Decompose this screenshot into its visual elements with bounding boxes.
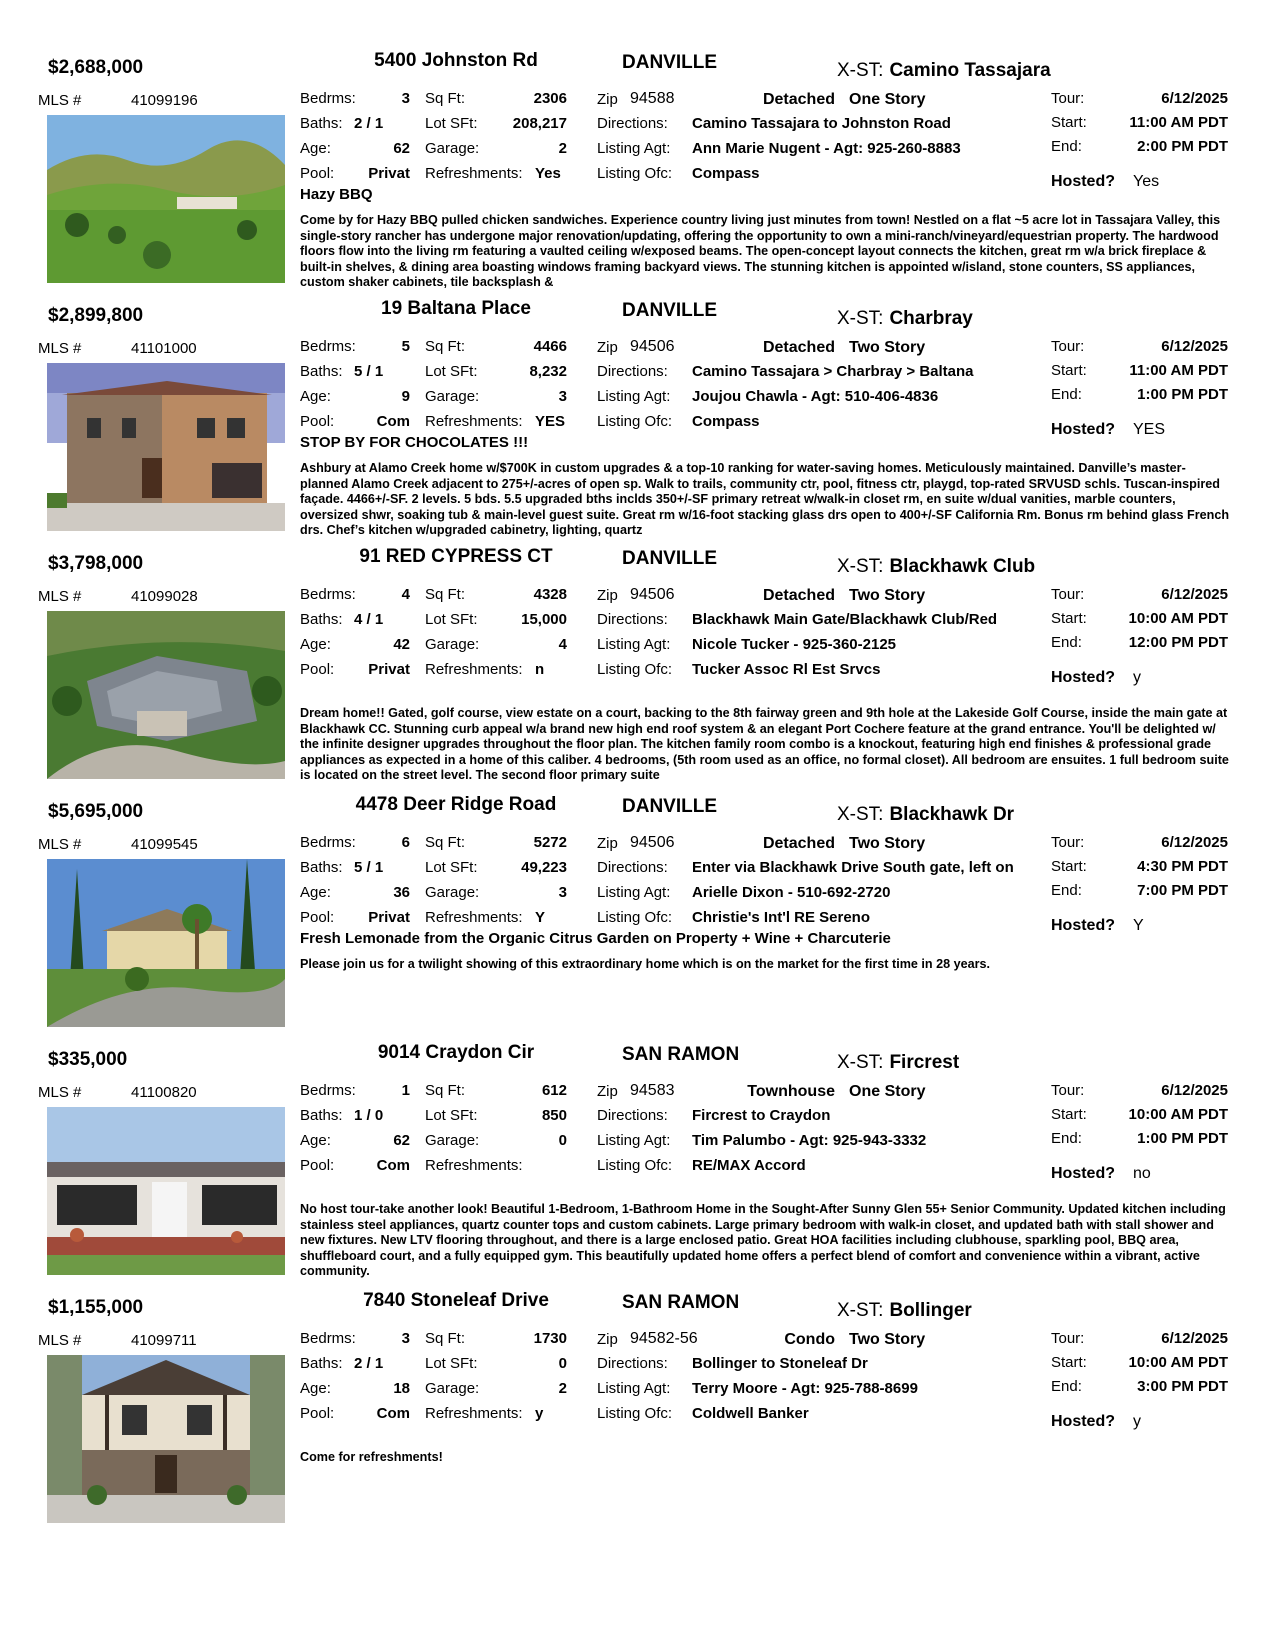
- mls-label: MLS #: [38, 1332, 82, 1349]
- mls-number: 41100820: [131, 1084, 197, 1101]
- start-label: Start:: [1051, 1106, 1087, 1123]
- mls-number: 41099711: [131, 1332, 197, 1349]
- end-time: 1:00 PM PDT: [1137, 1130, 1228, 1147]
- mls-label: MLS #: [38, 1084, 82, 1101]
- listing-price: $5,695,000: [48, 801, 144, 822]
- start-time: 10:00 AM PDT: [1128, 1354, 1228, 1371]
- tour-date: 6/12/2025: [1161, 1330, 1228, 1347]
- mls-number: 41099196: [131, 92, 198, 109]
- garage-value: 0: [558, 1132, 567, 1149]
- age-value: 18: [393, 1380, 410, 1397]
- listing-office-value: Christie's Int'l RE Sereno: [692, 909, 871, 926]
- listing-address: 91 RED CYPRESS CT: [359, 546, 553, 567]
- cross-street-label: X-ST:: [837, 308, 884, 329]
- refreshments-label: Refreshments:: [425, 1157, 523, 1174]
- listing-price: $3,798,000: [48, 553, 144, 574]
- listing: [0, 1285, 1275, 1545]
- bedrms-value: 6: [401, 834, 410, 851]
- cross-street-label: X-ST:: [837, 60, 884, 81]
- bedrms-label: Bedrms:: [300, 1330, 356, 1347]
- tour-label: Tour:: [1051, 1082, 1085, 1099]
- listing-address: 5400 Johnston Rd: [374, 50, 538, 71]
- age-label: Age:: [300, 884, 331, 901]
- sqft-label: Sq Ft:: [425, 1330, 466, 1347]
- zip-label: Zip: [597, 587, 618, 604]
- refreshments-label: Refreshments:: [425, 165, 523, 182]
- bedrms-label: Bedrms:: [300, 586, 356, 603]
- property-stories: One Story: [849, 91, 926, 108]
- baths-label: Baths:: [300, 115, 343, 132]
- start-label: Start:: [1051, 610, 1087, 627]
- age-value: 36: [393, 884, 410, 901]
- directions-label: Directions:: [597, 115, 668, 132]
- cross-street: [837, 60, 1051, 82]
- sqft-value: 4328: [533, 586, 567, 603]
- hosted-value: Y: [1133, 917, 1144, 934]
- end-label: End:: [1051, 138, 1082, 155]
- directions-value: Bollinger to Stoneleaf Dr: [692, 1355, 868, 1372]
- garage-value: 3: [558, 388, 567, 405]
- zip-value: 94506: [630, 338, 675, 355]
- bedrms-value: 1: [401, 1082, 410, 1099]
- mls-label: MLS #: [38, 588, 82, 605]
- lotsft-label: Lot SFt:: [425, 363, 478, 380]
- listing-office-value: Compass: [692, 413, 760, 430]
- age-label: Age:: [300, 388, 331, 405]
- baths-value: 2 / 1: [354, 115, 384, 132]
- listing-agent-label: Listing Agt:: [597, 388, 671, 405]
- end-time: 2:00 PM PDT: [1137, 138, 1228, 155]
- refreshments-value: YES: [535, 413, 566, 430]
- age-label: Age:: [300, 140, 331, 157]
- tour-label: Tour:: [1051, 338, 1085, 355]
- tour-date: 6/12/2025: [1161, 1082, 1228, 1099]
- bedrms-label: Bedrms:: [300, 90, 356, 107]
- bedrms-label: Bedrms:: [300, 834, 356, 851]
- start-time: 10:00 AM PDT: [1128, 1106, 1228, 1123]
- bedrms-label: Bedrms:: [300, 1082, 356, 1099]
- mls-label: MLS #: [38, 340, 82, 357]
- baths-label: Baths:: [300, 363, 343, 380]
- listing-address: 4478 Deer Ridge Road: [355, 794, 557, 815]
- tour-date: 6/12/2025: [1161, 586, 1228, 603]
- lotsft-value: 15,000: [521, 611, 567, 628]
- baths-value: 5 / 1: [354, 859, 384, 876]
- listing-description: Come by for Hazy BBQ pulled chicken sandwiches. Experience country living just minutes from town! Nestled on a flat ~5 acre lot in Tassajara Valley, this single-story rancher has undergone major renovation/updating, offering the opportunity to own a mini-ranch/vineyard/equestrian property. The hardwood floors flow into the living rm featuring a vaulted ceiling w/exposed beams. The open-concept layout connects the kitchen, great rm w/a brick fireplace & built-in shelves, & dining area boasting windows framing backyard views. The stunning kitchen is appointed w/island, stone counters, SS appliances, custom shaker cabinets, tile backsplash &: [300, 213, 1221, 290]
- listing-headline: Hazy BBQ: [300, 186, 373, 203]
- listing-price: $1,155,000: [48, 1297, 144, 1318]
- bedrms-value: 3: [401, 90, 410, 107]
- sqft-label: Sq Ft:: [425, 586, 466, 603]
- end-time: 3:00 PM PDT: [1137, 1378, 1228, 1395]
- age-label: Age:: [300, 1380, 331, 1397]
- hosted-value: YES: [1133, 421, 1166, 438]
- sqft-label: Sq Ft:: [425, 90, 466, 107]
- zip-label: Zip: [597, 1331, 618, 1348]
- cross-street-value: Camino Tassajara: [889, 60, 1051, 81]
- property-type: Detached: [762, 587, 835, 604]
- pool-label: Pool:: [300, 1157, 335, 1174]
- listing: [0, 789, 1275, 1049]
- cross-street: [837, 308, 973, 330]
- property-type: Detached: [762, 835, 835, 852]
- directions-label: Directions:: [597, 363, 668, 380]
- lotsft-value: 8,232: [529, 363, 567, 380]
- lotsft-label: Lot SFt:: [425, 859, 478, 876]
- bedrms-value: 3: [401, 1330, 410, 1347]
- townhouse-photo: [47, 1107, 285, 1275]
- refreshments-label: Refreshments:: [425, 413, 523, 430]
- pool-label: Pool:: [300, 909, 335, 926]
- cross-street: [837, 804, 1014, 826]
- garage-label: Garage:: [425, 140, 480, 157]
- age-value: 42: [393, 636, 410, 653]
- property-type: Condo: [784, 1331, 835, 1348]
- listing-agent-value: Nicole Tucker - 925-360-2125: [692, 636, 897, 653]
- zip-value: 94583: [630, 1082, 675, 1099]
- zip-value: 94506: [630, 586, 675, 603]
- listing-agent-value: Arielle Dixon - 510-692-2720: [692, 884, 891, 901]
- tour-label: Tour:: [1051, 834, 1085, 851]
- listing-office-value: Coldwell Banker: [692, 1405, 809, 1422]
- garage-label: Garage:: [425, 636, 480, 653]
- start-time: 11:00 AM PDT: [1129, 114, 1228, 131]
- garage-label: Garage:: [425, 1380, 480, 1397]
- pool-value: Privat: [368, 165, 410, 182]
- property-stories: One Story: [849, 1083, 926, 1100]
- baths-value: 2 / 1: [354, 1355, 384, 1372]
- cross-street-value: Fircrest: [889, 1052, 960, 1073]
- tour-label: Tour:: [1051, 90, 1085, 107]
- property-type: Detached: [762, 339, 835, 356]
- pool-label: Pool:: [300, 1405, 335, 1422]
- sqft-label: Sq Ft:: [425, 1082, 466, 1099]
- directions-label: Directions:: [597, 1107, 668, 1124]
- listing-agent-value: Terry Moore - Agt: 925-788-8699: [692, 1380, 918, 1397]
- listing-description: Come for refreshments!: [300, 1450, 443, 1464]
- refreshments-label: Refreshments:: [425, 1405, 523, 1422]
- hosted-label: Hosted?: [1051, 173, 1115, 190]
- baths-label: Baths:: [300, 1107, 343, 1124]
- listing-address: 7840 Stoneleaf Drive: [363, 1290, 549, 1311]
- listing: [0, 541, 1275, 801]
- age-label: Age:: [300, 1132, 331, 1149]
- refreshments-value: Yes: [535, 165, 561, 182]
- pool-label: Pool:: [300, 413, 335, 430]
- listing: [0, 1037, 1275, 1297]
- listing-city: DANVILLE: [622, 300, 717, 321]
- refreshments-label: Refreshments:: [425, 661, 523, 678]
- refreshments-label: Refreshments:: [425, 909, 523, 926]
- directions-label: Directions:: [597, 859, 668, 876]
- directions-value: Blackhawk Main Gate/Blackhawk Club/Red: [692, 611, 998, 628]
- age-label: Age:: [300, 636, 331, 653]
- directions-label: Directions:: [597, 1355, 668, 1372]
- listing: [0, 45, 1275, 305]
- refreshments-value: y: [535, 1405, 544, 1422]
- cross-street-value: Blackhawk Dr: [889, 804, 1015, 825]
- pool-value: Privat: [368, 661, 410, 678]
- pool-label: Pool:: [300, 661, 335, 678]
- mls-label: MLS #: [38, 836, 82, 853]
- refreshments-value: Y: [535, 909, 546, 926]
- lotsft-value: 49,223: [521, 859, 567, 876]
- listing-office-label: Listing Ofc:: [597, 413, 673, 430]
- garage-value: 2: [558, 140, 567, 157]
- listing-agent-label: Listing Agt:: [597, 636, 671, 653]
- sqft-value: 2306: [533, 90, 567, 107]
- zip-label: Zip: [597, 339, 618, 356]
- listing-description: Dream home!! Gated, golf course, view estate on a court, backing to the 8th fairway green and 9th hole at the Lakeside Golf Course, inside the main gate at Blackhawk CC. Stunning curb appeal w/a brand new high end roof system & an elegant Port Cochere feature at the grand entrance. You'll be delighted w/ the infinite designer upgrades throughout the floor plan. The kitchen family room combo is a knockout, featuring high end finishes & professional grade appliances as expected in a home of this caliber. 4 bedrooms, (5th room used as an office, no formal closet). All bedroom are ensuites. 1 full bedroom suite is located on the street level. The second floor primary suite: [300, 706, 1229, 783]
- end-time: 7:00 PM PDT: [1137, 882, 1228, 899]
- listing-office-label: Listing Ofc:: [597, 1405, 673, 1422]
- listing-office-label: Listing Ofc:: [597, 165, 673, 182]
- listing-description: Ashbury at Alamo Creek home w/$700K in custom upgrades & a top-10 ranking for water-saving homes. Meticulously maintained. Danville’s master-planned Alamo Creek adjacent to 275+/-acres of open sp. Walk to trails, community ctr, pool, fitness ctr, playgd, top-rated SRVUSD schls. Tuscan-inspired façade. 4466+/-SF. 2 levels. 5 bds. 5.5 upgraded bths inclds 350+/-SF primary retreat w/walk-in closet rm, en suite w/dual vanities, marble counters, oversized shwr, soaking tub & main-level guest suite. Great rm w/16-foot stacking glass drs open to 400+/-SF California Rm. Bonus rm behind glass French drs. Chef’s kitchen w/upgraded cabinetry, lighting, quartz: [300, 461, 1230, 538]
- cross-street-value: Bollinger: [889, 1300, 972, 1321]
- listing-description: No host tour-take another look! Beautiful 1-Bedroom, 1-Bathroom Home in the Sought-After Sunny Glen 55+ Senior Community. Updated kitchen including stainless steel appliances, quartz counter tops and custom cabinets. Large primary bedroom with walk-in closet, and updated bath with stall shower and new fixtures. New LTV flooring throughout, and there is a large enclosed patio. Great HOA facilities including clubhouse, sparkling pool, BBQ area, shuffleboard court, and a fully equipped gym. This beautifully updated home offers a perfect blend of comfort and convenience within a vibrant, active community.: [300, 1202, 1226, 1279]
- zip-value: 94582-56: [630, 1330, 698, 1347]
- start-time: 11:00 AM PDT: [1129, 362, 1228, 379]
- zip-label: Zip: [597, 835, 618, 852]
- end-label: End:: [1051, 1378, 1082, 1395]
- end-label: End:: [1051, 634, 1082, 651]
- garage-value: 2: [558, 1380, 567, 1397]
- lotsft-label: Lot SFt:: [425, 1355, 478, 1372]
- property-type: Detached: [762, 91, 835, 108]
- start-label: Start:: [1051, 114, 1087, 131]
- sqft-label: Sq Ft:: [425, 834, 466, 851]
- end-label: End:: [1051, 1130, 1082, 1147]
- zip-label: Zip: [597, 91, 618, 108]
- tour-date: 6/12/2025: [1161, 338, 1228, 355]
- property-stories: Two Story: [849, 339, 926, 356]
- mls-label: MLS #: [38, 92, 82, 109]
- baths-value: 4 / 1: [354, 611, 384, 628]
- hosted-label: Hosted?: [1051, 669, 1115, 686]
- bedrms-value: 5: [401, 338, 410, 355]
- listing-office-label: Listing Ofc:: [597, 909, 673, 926]
- listing-city: DANVILLE: [622, 548, 717, 569]
- tuscan-house-photo: [47, 363, 285, 531]
- hosted-label: Hosted?: [1051, 1413, 1115, 1430]
- field-photo: [47, 115, 285, 283]
- listing-city: DANVILLE: [622, 52, 717, 73]
- hosted-value: y: [1133, 1413, 1141, 1430]
- lotsft-label: Lot SFt:: [425, 115, 478, 132]
- hosted-value: y: [1133, 669, 1141, 686]
- tour-date: 6/12/2025: [1161, 834, 1228, 851]
- listing-agent-label: Listing Agt:: [597, 884, 671, 901]
- listing-agent-value: Ann Marie Nugent - Agt: 925-260-8883: [692, 140, 961, 157]
- cross-street: [837, 1052, 959, 1074]
- baths-label: Baths:: [300, 611, 343, 628]
- listing-city: SAN RAMON: [622, 1044, 740, 1065]
- listing-office-value: Tucker Assoc Rl Est Srvcs: [692, 661, 881, 678]
- listing-price: $2,899,800: [48, 305, 144, 326]
- bedrms-value: 4: [401, 586, 410, 603]
- pool-value: Com: [376, 1157, 410, 1174]
- tour-label: Tour:: [1051, 1330, 1085, 1347]
- end-time: 1:00 PM PDT: [1137, 386, 1228, 403]
- start-time: 10:00 AM PDT: [1128, 610, 1228, 627]
- baths-value: 5 / 1: [354, 363, 384, 380]
- hosted-label: Hosted?: [1051, 1165, 1115, 1182]
- hosted-label: Hosted?: [1051, 917, 1115, 934]
- listing-headline: Fresh Lemonade from the Organic Citrus Garden on Property + Wine + Charcuterie: [300, 930, 891, 947]
- aerial-estate-photo: [47, 611, 285, 779]
- tour-label: Tour:: [1051, 586, 1085, 603]
- listing-agent-label: Listing Agt:: [597, 1132, 671, 1149]
- garage-value: 3: [558, 884, 567, 901]
- pool-label: Pool:: [300, 165, 335, 182]
- cross-street-value: Blackhawk Club: [889, 556, 1036, 577]
- pool-value: Privat: [368, 909, 410, 926]
- listing-address: 9014 Craydon Cir: [377, 1042, 535, 1063]
- garage-label: Garage:: [425, 388, 480, 405]
- directions-value: Camino Tassajara > Charbray > Baltana: [692, 363, 974, 380]
- sqft-label: Sq Ft:: [425, 338, 466, 355]
- pool-value: Com: [376, 1405, 410, 1422]
- garage-label: Garage:: [425, 884, 480, 901]
- lotsft-label: Lot SFt:: [425, 1107, 478, 1124]
- listing-office-label: Listing Ofc:: [597, 1157, 673, 1174]
- mls-number: 41099028: [131, 588, 198, 605]
- age-value: 62: [393, 140, 410, 157]
- sqft-value: 1730: [533, 1330, 567, 1347]
- property-type: Townhouse: [747, 1083, 835, 1100]
- bedrms-label: Bedrms:: [300, 338, 356, 355]
- cross-street: [837, 556, 1035, 578]
- zip-value: 94588: [630, 90, 675, 107]
- zip-value: 94506: [630, 834, 675, 851]
- listing-price: $335,000: [48, 1049, 128, 1070]
- directions-value: Fircrest to Craydon: [692, 1107, 831, 1124]
- age-value: 62: [393, 1132, 410, 1149]
- listing-agent-value: Joujou Chawla - Agt: 510-406-4836: [692, 388, 939, 405]
- start-label: Start:: [1051, 362, 1087, 379]
- cross-street-value: Charbray: [889, 308, 973, 329]
- listing-city: DANVILLE: [622, 796, 717, 817]
- cross-street-label: X-ST:: [837, 556, 884, 577]
- age-value: 9: [401, 388, 410, 405]
- directions-value: Camino Tassajara to Johnston Road: [692, 115, 951, 132]
- cross-street-label: X-ST:: [837, 804, 884, 825]
- lotsft-value: 208,217: [512, 115, 567, 132]
- listing-agent-value: Tim Palumbo - Agt: 925-943-3332: [692, 1132, 927, 1149]
- listing-office-value: Compass: [692, 165, 760, 182]
- cross-street-label: X-ST:: [837, 1300, 884, 1321]
- start-label: Start:: [1051, 1354, 1087, 1371]
- listing-description: Please join us for a twilight showing of this extraordinary home which is on the market for the first time in 28 years.: [300, 957, 991, 971]
- baths-value: 1 / 0: [354, 1107, 384, 1124]
- start-label: Start:: [1051, 858, 1087, 875]
- listing-city: SAN RAMON: [622, 1292, 740, 1313]
- refreshments-value: n: [535, 661, 545, 678]
- palm-estate-photo: [47, 859, 285, 1027]
- tudor-condo-photo: [47, 1355, 285, 1523]
- garage-label: Garage:: [425, 1132, 480, 1149]
- property-stories: Two Story: [849, 587, 926, 604]
- listing-address: 19 Baltana Place: [381, 298, 531, 319]
- property-stories: Two Story: [849, 1331, 926, 1348]
- sqft-value: 612: [541, 1082, 567, 1099]
- hosted-value: no: [1133, 1165, 1151, 1182]
- start-time: 4:30 PM PDT: [1137, 858, 1228, 875]
- cross-street-label: X-ST:: [837, 1052, 884, 1073]
- lotsft-label: Lot SFt:: [425, 611, 478, 628]
- listing-price: $2,688,000: [48, 57, 144, 78]
- end-time: 12:00 PM PDT: [1128, 634, 1228, 651]
- listing: [0, 293, 1275, 553]
- pool-value: Com: [376, 413, 410, 430]
- listing-agent-label: Listing Agt:: [597, 140, 671, 157]
- lotsft-value: 0: [558, 1355, 567, 1372]
- mls-number: 41101000: [131, 340, 197, 357]
- garage-value: 4: [558, 636, 567, 653]
- lotsft-value: 850: [541, 1107, 567, 1124]
- hosted-label: Hosted?: [1051, 421, 1115, 438]
- listing-agent-label: Listing Agt:: [597, 1380, 671, 1397]
- end-label: End:: [1051, 386, 1082, 403]
- zip-label: Zip: [597, 1083, 618, 1100]
- cross-street: [837, 1300, 972, 1322]
- directions-value: Enter via Blackhawk Drive South gate, left on: [692, 859, 1014, 876]
- mls-number: 41099545: [131, 836, 198, 853]
- hosted-value: Yes: [1133, 173, 1160, 190]
- baths-label: Baths:: [300, 859, 343, 876]
- listing-office-label: Listing Ofc:: [597, 661, 673, 678]
- tour-date: 6/12/2025: [1161, 90, 1228, 107]
- end-label: End:: [1051, 882, 1082, 899]
- sqft-value: 4466: [533, 338, 567, 355]
- directions-label: Directions:: [597, 611, 668, 628]
- baths-label: Baths:: [300, 1355, 343, 1372]
- property-stories: Two Story: [849, 835, 926, 852]
- listing-headline: STOP BY FOR CHOCOLATES !!!: [300, 434, 529, 451]
- sqft-value: 5272: [533, 834, 567, 851]
- listing-office-value: RE/MAX Accord: [692, 1157, 806, 1174]
